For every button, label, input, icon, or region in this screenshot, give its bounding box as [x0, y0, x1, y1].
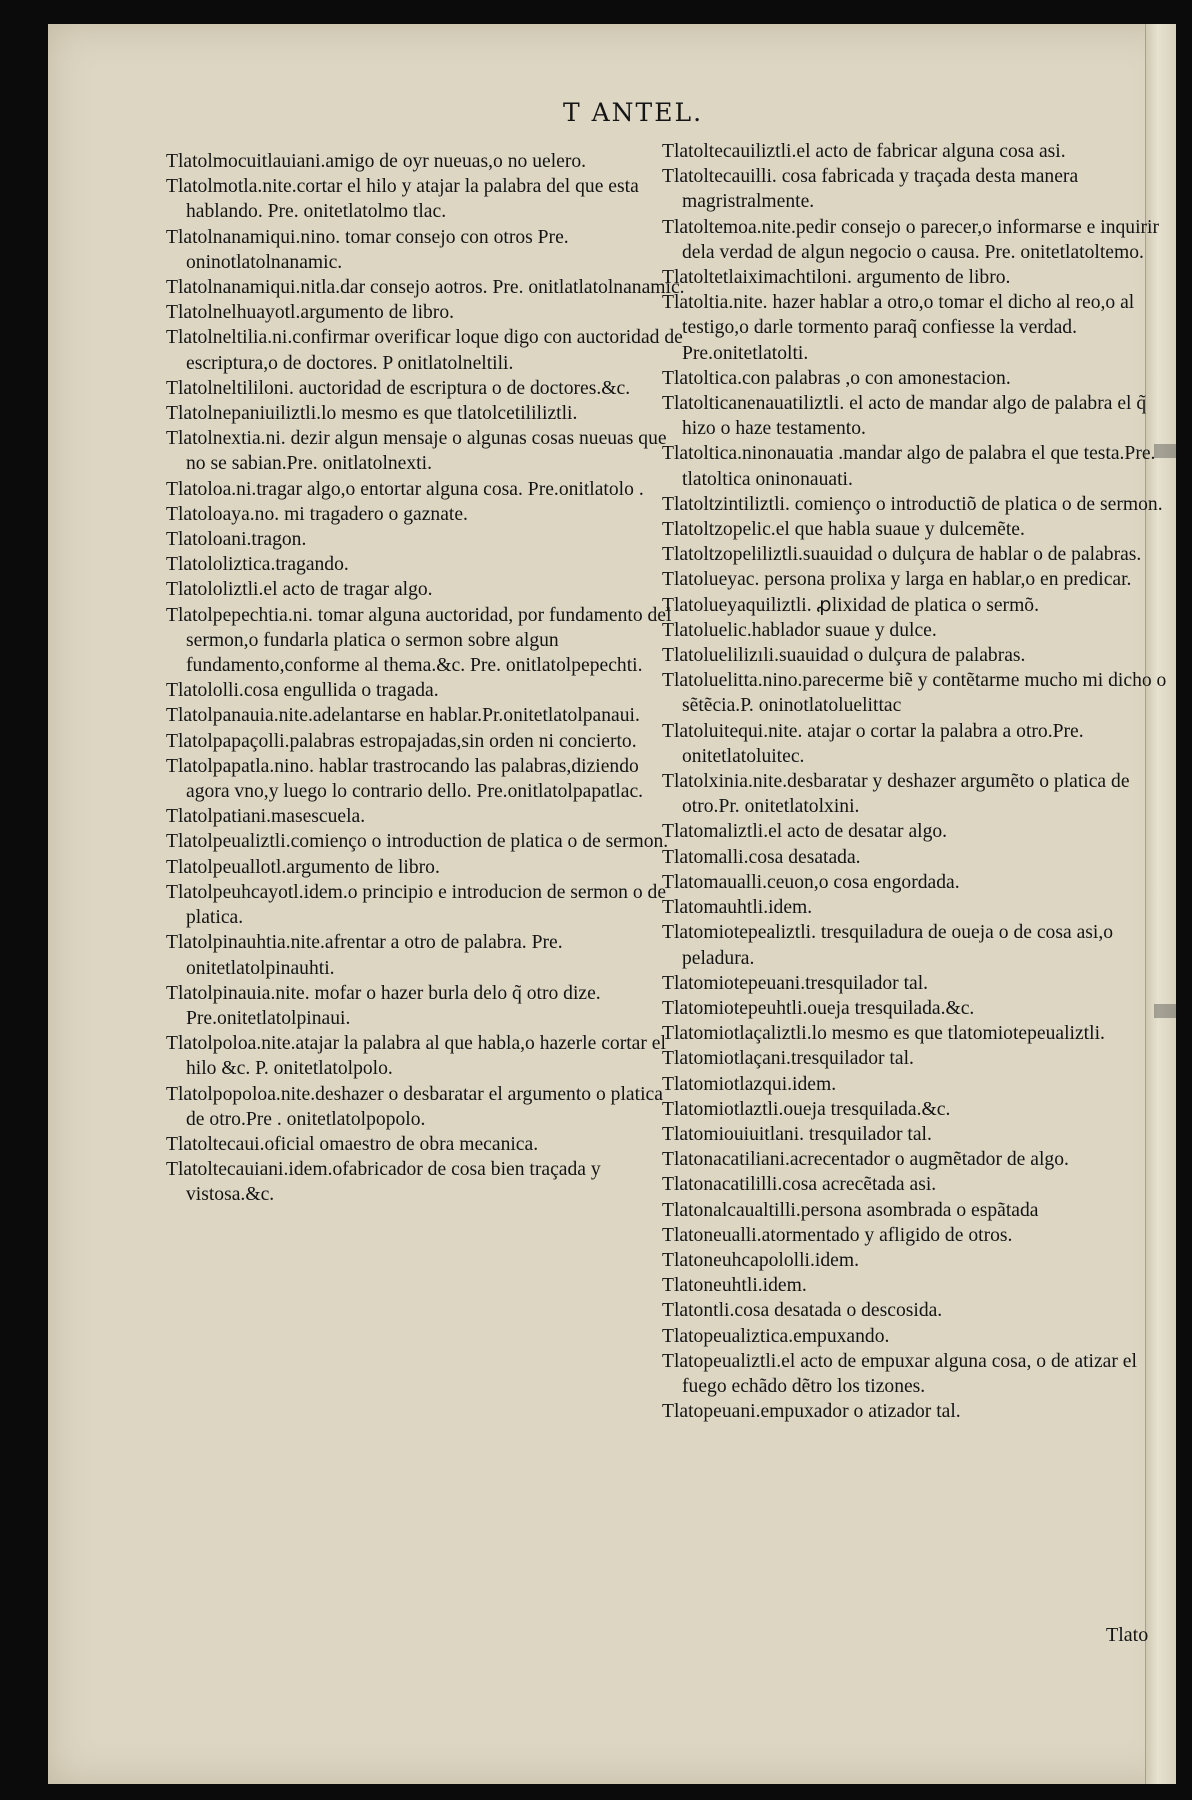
dictionary-entry: Tlatolpeuallotl.argumento de libro. — [166, 856, 440, 878]
dictionary-entry: Tlatolnelhuayotl.argumento de libro. — [166, 302, 455, 324]
dictionary-entry: Tlatolpepechtia.ni. tomar alguna auctoridad, por fundamento del sermon,o fundarla platica o sermon sobre algun fundamento,conforme al thema.&c. Pre. onitlatolpepechti. — [166, 604, 672, 677]
dictionary-entry: Tlatoltia.nite. hazer hablar a otro,o tomar el dicho al reo,o al testigo,o darle tormento paraq̃ confiesse la verdad. Pre.onitetlatolti. — [662, 292, 1135, 364]
dictionary-entry: Tlatomiotepeuhtli.oueja tresquilada.&c. — [662, 997, 975, 1019]
dictionary-entry: Tlatoltemoa.nite.pedir consejo o parecer,o informarse e inquirir dela verdad de algun negocio o causa. Pre. onitetlatoltemo. — [662, 216, 1160, 263]
dictionary-entry: Tlatoltzopeliliztli.suauidad o dulçura de hablar o de palabras. — [662, 544, 1142, 566]
dictionary-entry: Tlatolnextia.ni. dezir algun mensaje o algunas cosas nueuas que no se sabian.Pre. onitlatolnexti. — [166, 428, 667, 475]
dictionary-entry: Tlatolpinauhtia.nite.afrentar a otro de palabra. Pre. onitetlatolpinauhti. — [166, 932, 563, 979]
dictionary-entry: Tlatomaualli.ceuon,o cosa engordada. — [662, 871, 960, 893]
dictionary-entry: Tlatoluelic.hablador suaue y dulce. — [662, 619, 937, 641]
dictionary-entry: Tlatolpoloa.nite.atajar la palabra al que habla,o hazerle cortar el hilo &c. P. onitetlatolpolo. — [166, 1033, 666, 1080]
dictionary-entry: Tlatoltzintiliztli. comienço o introductiõ de platica o de sermon. — [662, 493, 1163, 515]
dictionary-entry: Tlatonalcaualtilli.persona asombrada o espãtada — [662, 1199, 1039, 1221]
dictionary-entry: Tlatolpatiani.masescuela. — [166, 806, 366, 828]
left-column — [166, 149, 686, 1208]
dictionary-entry: Tlatoltecauiani.idem.ofabricador de cosa bien traçada y vistosa.&c. — [166, 1159, 601, 1206]
dictionary-entry: Tlatolmocuitlauiani.amigo de oyr nueuas,o no uelero. — [166, 151, 587, 172]
dictionary-entry: Tlatolxinia.nite.desbaratar y deshazer argumẽto o platica de otro.Pr. onitetlatolxini. — [662, 771, 1130, 818]
dictionary-entry: Tlatomiotlazqui.idem. — [662, 1073, 837, 1095]
dictionary-entry: Tlatolpanauia.nite.adelantarse en hablar.Pr.onitetlatolpanaui. — [166, 705, 640, 727]
dictionary-entry: Tlatonacatiliani.acrecentador o augmẽtador de algo. — [662, 1149, 1069, 1171]
dictionary-entry: Tlatomaliztli.el acto de desatar algo. — [662, 821, 948, 843]
dictionary-entry: Tlatomalli.cosa desatada. — [662, 846, 861, 868]
dictionary-entry: Tlatolmotla.nite.cortar el hilo y atajar la palabra del que esta hablando. Pre. onitetlatolmo tlac. — [166, 176, 639, 223]
dictionary-entry: Tlatolnanamiqui.nino. tomar consejo con otros Pre. oninotlatolnanamic. — [166, 226, 569, 273]
dictionary-entry: Tlatoltecauilli. cosa fabricada y traçada desta manera magristralmente. — [662, 166, 1079, 213]
dictionary-entry: Tlatoloaya.no. mi tragadero o gaznate. — [166, 503, 468, 525]
dictionary-entry: Tlatomiotlaçaliztli.lo mesmo es que tlatomiotepeualiztli. — [662, 1023, 1105, 1045]
dictionary-entry: Tlatololli.cosa engullida o tragada. — [166, 680, 439, 702]
dictionary-entry: Tlatomiotlaçani.tresquilador tal. — [662, 1048, 914, 1070]
dictionary-entry: Tlatoltetlaiximachtiloni. argumento de libro. — [662, 267, 1011, 289]
dictionary-entry: Tlatomiotlaztli.oueja tresquilada.&c. — [662, 1098, 951, 1120]
dictionary-entry: Tlatololiztica.tragando. — [166, 554, 349, 576]
dictionary-entry: Tlatolneltililoni. auctoridad de escriptura o de doctores.&c. — [166, 377, 631, 399]
dictionary-entry: Tlatoneuhtli.idem. — [662, 1275, 807, 1297]
dictionary-entry: Tlatolpapatla.nino. hablar trastrocando las palabras,diziendo agora vno,y luego lo contrario dello. Pre.onitlatolpapatlac. — [166, 755, 644, 803]
dictionary-entry: Tlatoltecauiliztli.el acto de fabricar alguna cosa asi. — [662, 141, 1066, 162]
dictionary-entry: Tlatolpeualiztli.comienço o introduction de platica o de sermon. — [166, 831, 669, 853]
dictionary-entry: Tlatololiztli.el acto de tragar algo. — [166, 579, 433, 601]
dictionary-entry: Tlatolnanamiqui.nitla.dar consejo aotros. Pre. onitlatlatolnanamic. — [166, 277, 685, 299]
dictionary-entry: Tlatoltecaui.oficial omaestro de obra mecanica. — [166, 1133, 539, 1155]
dictionary-entry: Tlatopeualiztli.el acto de empuxar alguna cosa, o de atizar el fuego echãdo dẽtro los tizones. — [662, 1350, 1137, 1397]
dictionary-entry: Tlatopeualiztica.empuxando. — [662, 1325, 890, 1347]
dictionary-entry: Tlatomiouiuitlani. tresquilador tal. — [662, 1123, 932, 1145]
dictionary-entry: Tlatolpinauia.nite. mofar o hazer burla delo q̃ otro dize. Pre.onitetlatolpinaui. — [166, 982, 601, 1029]
dictionary-entry: Tlatoltica.ninonauatia .mandar algo de palabra el que testa.Pre. tlatoltica oninonauati. — [662, 443, 1156, 490]
dictionary-entry: Tlatolpeuhcayotl.idem.o principio e introducion de sermon o de platica. — [166, 881, 667, 929]
dictionary-entry: Tlatoloani.tragon. — [166, 529, 307, 551]
dictionary-entry: Tlatomiotepealiztli. tresquiladura de oueja o de cosa asi,o peladura. — [662, 922, 1114, 969]
dictionary-entry: Tlatoneualli.atormentado y afligido de otros. — [662, 1224, 1013, 1246]
dictionary-entry: Tlatoltica.con palabras ,o con amonestacion. — [662, 367, 1011, 389]
dictionary-entry: Tlatolueyac. persona prolixa y larga en hablar,o en predicar. — [662, 569, 1132, 591]
dictionary-entry: Tlatoluitequi.nite. atajar o cortar la palabra a otro.Pre. onitetlatoluitec. — [662, 720, 1084, 767]
dictionary-entry: Tlatomiotepeuani.tresquilador tal. — [662, 972, 929, 994]
dictionary-entry: Tlatolneltilia.ni.confirmar overificar loque digo con auctoridad de escriptura,o de doctores. P onitlatolneltili. — [166, 327, 683, 374]
dictionary-entry: Tlatoloa.ni.tragar algo,o entortar alguna cosa. Pre.onitlatolo . — [166, 478, 644, 500]
dictionary-entry: Tlatolpapaçolli.palabras estropajadas,sin orden ni concierto. — [166, 730, 637, 752]
right-column — [662, 139, 1176, 1424]
dictionary-entry: Tlatolnepaniuiliztli.lo mesmo es que tlatolcetililiztli. — [166, 403, 578, 425]
dictionary-entry: Tlatoneuhcapololli.idem. — [662, 1249, 859, 1271]
dictionary-entry: Tlatopeuani.empuxador o atizador tal. — [662, 1401, 961, 1423]
dictionary-entry: Tlatoltzopelic.el que habla suaue y dulcemẽte. — [662, 519, 1025, 541]
dictionary-entry: Tlatolueyaquiliztli. ꝓlixidad de platica o sermõ. — [662, 594, 1040, 616]
dictionary-entry: Tlatontli.cosa desatada o descosida. — [662, 1300, 943, 1322]
dictionary-entry: Tlatoluelilizıli.suauidad o dulçura de palabras. — [662, 645, 1026, 667]
running-header: T ANTEL. — [563, 98, 704, 127]
dictionary-entry: Tlatomauhtli.idem. — [662, 897, 813, 919]
catchword: Tlato — [1106, 1624, 1149, 1646]
dictionary-entry: Tlatoluelitta.nino.parecerme biẽ y contẽtarme mucho mi dicho o sẽtẽcia.P. oninotlatoluelittac — [662, 670, 1167, 717]
dictionary-entry: Tlatolticanenauatiliztli. el acto de mandar algo de palabra el q̃ hizo o haze testamento. — [662, 393, 1147, 440]
book-page — [48, 24, 1176, 1784]
dictionary-entry: Tlatolpopoloa.nite.deshazer o desbaratar el argumento o platica de otro.Pre . onitetlatolpopolo. — [166, 1083, 663, 1130]
dictionary-entry: Tlatonacatililli.cosa acrecẽtada asi. — [662, 1174, 937, 1196]
